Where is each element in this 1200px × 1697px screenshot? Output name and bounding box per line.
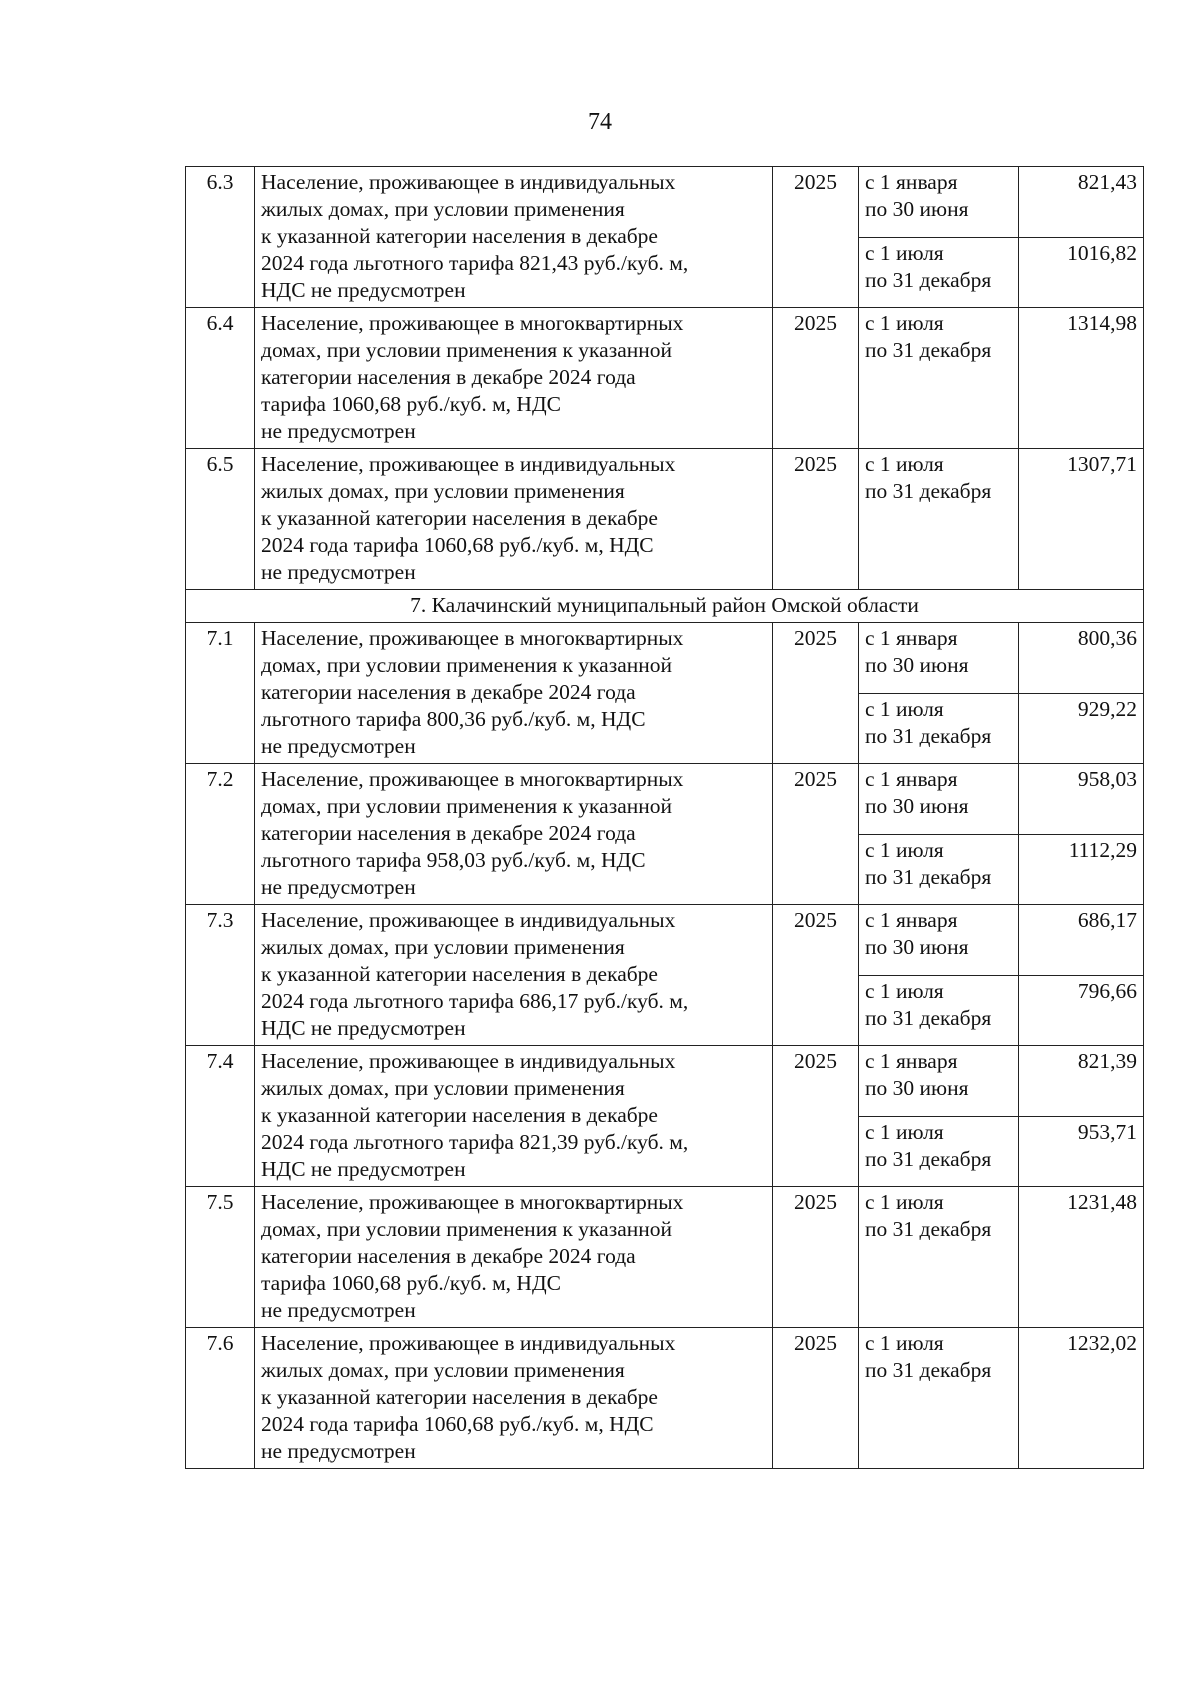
table-row [186,308,1144,449]
tariff-value: 1016,82 [1019,237,1144,308]
period-cell: с 1 июля по 31 декабря [859,237,1019,308]
period-cell: с 1 июля по 31 декабря [859,1116,1019,1187]
row-number: 7.2 [186,764,255,905]
consumer-category: Население, проживающее в многоквартирных домах, при условии применения к указанной категории населения в декабре 2024 года льготного тарифа 958,03 руб./куб. м, НДС не предусмотрен [255,764,773,905]
page-number: 74 [588,109,612,135]
year-cell: 2025 [773,449,859,590]
consumer-category: Население, проживающее в многоквартирных домах, при условии применения к указанной категории населения в декабре 2024 года льготного тарифа 800,36 руб./куб. м, НДС не предусмотрен [255,623,773,764]
table-row [186,1328,1144,1469]
period-cell: с 1 июля по 31 декабря [859,449,1019,590]
tariff-value: 796,66 [1019,975,1144,1046]
consumer-category: Население, проживающее в индивидуальных жилых домах, при условии применения к указанной категории населения в декабре 2024 года льготного тарифа 686,17 руб./куб. м, НДС не предусмотрен [255,905,773,1046]
period-cell: с 1 июля по 31 декабря [859,1187,1019,1328]
row-number: 7.4 [186,1046,255,1187]
table-row [186,764,1144,835]
period-cell: с 1 января по 30 июня [859,905,1019,976]
tariff-value: 686,17 [1019,905,1144,976]
row-number: 6.3 [186,167,255,308]
year-cell: 2025 [773,764,859,905]
year-cell: 2025 [773,1187,859,1328]
tariff-value: 821,39 [1019,1046,1144,1117]
section-header-row [186,590,1144,623]
period-cell: с 1 января по 30 июня [859,764,1019,835]
consumer-category: Население, проживающее в многоквартирных домах, при условии применения к указанной категории населения в декабре 2024 года тарифа 1060,68 руб./куб. м, НДС не предусмотрен [255,1187,773,1328]
tariff-table [185,166,1144,1469]
period-cell: с 1 января по 30 июня [859,623,1019,694]
tariff-value: 1232,02 [1019,1328,1144,1469]
tariff-value: 1112,29 [1019,834,1144,905]
period-cell: с 1 июля по 31 декабря [859,693,1019,764]
row-number: 7.1 [186,623,255,764]
year-cell: 2025 [773,905,859,1046]
consumer-category: Население, проживающее в индивидуальных жилых домах, при условии применения к указанной категории населения в декабре 2024 года льготного тарифа 821,39 руб./куб. м, НДС не предусмотрен [255,1046,773,1187]
period-cell: с 1 июля по 31 декабря [859,1328,1019,1469]
period-cell: с 1 января по 30 июня [859,167,1019,238]
row-number: 6.5 [186,449,255,590]
row-number: 7.5 [186,1187,255,1328]
table-row [186,1187,1144,1328]
year-cell: 2025 [773,1328,859,1469]
tariff-value: 1314,98 [1019,308,1144,449]
tariff-value: 958,03 [1019,764,1144,835]
period-cell: с 1 июля по 31 декабря [859,834,1019,905]
period-cell: с 1 июля по 31 декабря [859,975,1019,1046]
row-number: 6.4 [186,308,255,449]
period-cell: с 1 января по 30 июня [859,1046,1019,1117]
period-cell: с 1 июля по 31 декабря [859,308,1019,449]
table-row [186,449,1144,590]
year-cell: 2025 [773,167,859,308]
consumer-category: Население, проживающее в многоквартирных домах, при условии применения к указанной категории населения в декабре 2024 года тарифа 1060,68 руб./куб. м, НДС не предусмотрен [255,308,773,449]
consumer-category: Население, проживающее в индивидуальных жилых домах, при условии применения к указанной категории населения в декабре 2024 года тарифа 1060,68 руб./куб. м, НДС не предусмотрен [255,1328,773,1469]
consumer-category: Население, проживающее в индивидуальных жилых домах, при условии применения к указанной категории населения в декабре 2024 года льготного тарифа 821,43 руб./куб. м, НДС не предусмотрен [255,167,773,308]
year-cell: 2025 [773,308,859,449]
row-number: 7.6 [186,1328,255,1469]
consumer-category: Население, проживающее в индивидуальных жилых домах, при условии применения к указанной категории населения в декабре 2024 года тарифа 1060,68 руб./куб. м, НДС не предусмотрен [255,449,773,590]
tariff-value: 929,22 [1019,693,1144,764]
row-number: 7.3 [186,905,255,1046]
table-row [186,167,1144,238]
table-row [186,905,1144,976]
tariff-value: 821,43 [1019,167,1144,238]
year-cell: 2025 [773,623,859,764]
tariff-value: 953,71 [1019,1116,1144,1187]
table-row [186,1046,1144,1117]
tariff-table-body [186,167,1144,1469]
section-title: 7. Калачинский муниципальный район Омской области [186,590,1144,623]
tariff-value: 800,36 [1019,623,1144,694]
tariff-value: 1307,71 [1019,449,1144,590]
tariff-value: 1231,48 [1019,1187,1144,1328]
table-row [186,623,1144,694]
year-cell: 2025 [773,1046,859,1187]
